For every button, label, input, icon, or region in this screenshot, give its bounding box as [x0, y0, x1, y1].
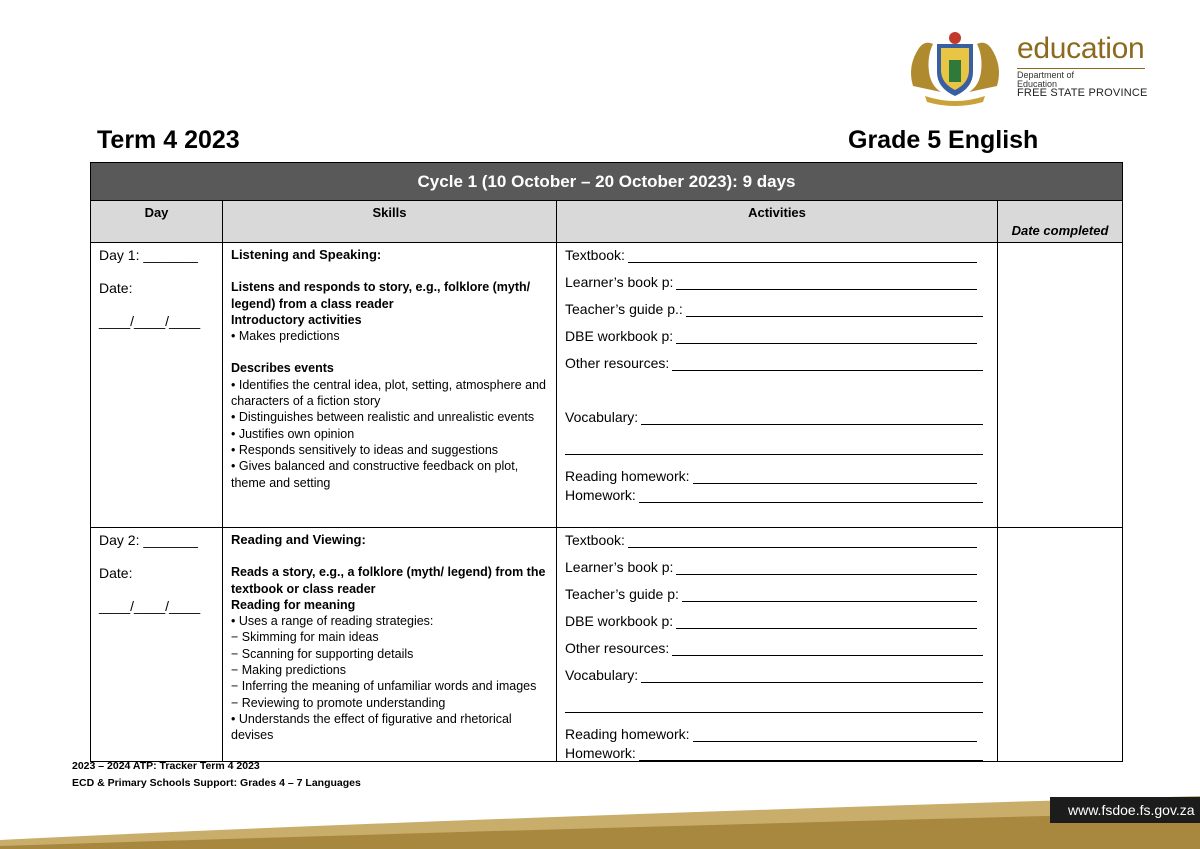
website-link[interactable]: www.fsdoe.fs.gov.za	[1050, 797, 1200, 823]
column-header-day: Day	[91, 201, 223, 243]
list-item: − Inferring the meaning of unfamiliar words and images	[231, 679, 537, 694]
column-header-date-completed: Date completed	[998, 201, 1123, 243]
coat-of-arms-icon	[905, 26, 1005, 106]
list-item: • Gives balanced and constructive feedback on plot, theme and setting	[231, 459, 519, 490]
day-label[interactable]: Day 1: _______	[99, 247, 198, 263]
list-item: − Reviewing to promote understanding	[231, 695, 446, 710]
footer-line-2: ECD & Primary Schools Support: Grades 4 – 7 Languages	[72, 777, 361, 789]
vocabulary-extra-field[interactable]	[565, 441, 983, 455]
skills-cell	[223, 243, 557, 528]
logo-brand-text: education	[1017, 32, 1145, 65]
logo-divider	[1017, 68, 1145, 69]
teachers-guide-label: Teacher’s guide p:	[565, 586, 679, 602]
column-header-skills: Skills	[223, 201, 557, 243]
footer-line-1: 2023 – 2024 ATP: Tracker Term 4 2023	[72, 760, 260, 772]
list-item: − Making predictions	[231, 663, 346, 678]
vocabulary-field[interactable]	[641, 411, 983, 425]
textbook-label: Textbook:	[565, 532, 625, 548]
other-resources-label: Other resources:	[565, 355, 670, 371]
vocabulary-label: Vocabulary:	[565, 409, 639, 425]
column-header-activities: Activities	[557, 201, 998, 243]
learners-book-label: Learner’s book p:	[565, 559, 674, 575]
textbook-field[interactable]	[628, 534, 977, 548]
skill-title: Reading and Viewing:	[231, 532, 366, 547]
activities-cell	[557, 528, 998, 762]
textbook-field[interactable]	[628, 249, 977, 263]
homework-label: Homework:	[565, 487, 636, 503]
reading-homework-field[interactable]	[693, 470, 977, 484]
dbe-workbook-field[interactable]	[676, 615, 977, 629]
table-row	[91, 243, 1123, 528]
date-label: Date:	[99, 565, 133, 581]
learners-book-field[interactable]	[676, 561, 977, 575]
date-completed-cell[interactable]	[998, 528, 1123, 762]
vocabulary-extra-field[interactable]	[565, 699, 983, 713]
reading-homework-label: Reading homework:	[565, 468, 690, 484]
homework-label: Homework:	[565, 745, 636, 761]
cycle-title: Cycle 1 (10 October – 20 October 2023): 9 days	[91, 163, 1123, 201]
learners-book-field[interactable]	[676, 276, 977, 290]
activities-cell	[557, 243, 998, 528]
textbook-label: Textbook:	[565, 247, 625, 263]
other-resources-label: Other resources:	[565, 640, 670, 656]
list-item: • Makes predictions	[231, 329, 340, 344]
list-item: • Distinguishes between realistic and unrealistic events	[231, 410, 535, 425]
list-item: − Skimming for main ideas	[231, 630, 379, 645]
tracker-table	[90, 162, 1123, 762]
date-blank[interactable]: ____/____/____	[99, 313, 201, 329]
skills-cell	[223, 528, 557, 762]
vocabulary-label: Vocabulary:	[565, 667, 639, 683]
dbe-workbook-field[interactable]	[676, 330, 977, 344]
list-item: • Understands the effect of figurative and rhetorical devises	[231, 711, 512, 743]
skill-subheading: Describes events	[231, 361, 334, 376]
list-item: − Scanning for supporting details	[231, 646, 414, 661]
vocabulary-field[interactable]	[641, 669, 983, 683]
learners-book-label: Learner’s book p:	[565, 274, 674, 290]
footer-wave-decoration	[0, 790, 1200, 849]
logo-department-text: Department of Education	[1017, 70, 1075, 89]
dbe-workbook-label: DBE workbook p:	[565, 328, 674, 344]
date-label: Date:	[99, 280, 133, 296]
logo-province-text: FREE STATE PROVINCE	[1017, 87, 1148, 99]
grade-heading: Grade 5 English	[848, 126, 1039, 154]
skill-subheading: Introductory activities	[231, 312, 362, 327]
reading-homework-label: Reading homework:	[565, 726, 690, 742]
skill-subheading: Reading for meaning	[231, 597, 356, 612]
skill-description: Listens and responds to story, e.g., folklore (myth/ legend) from a class reader	[231, 280, 531, 311]
homework-field[interactable]	[639, 489, 983, 503]
reading-homework-field[interactable]	[693, 728, 977, 742]
table-row	[91, 528, 1123, 762]
day-cell	[91, 243, 223, 528]
skill-description: Reads a story, e.g., a folklore (myth/ legend) from the textbook or class reader	[231, 565, 546, 596]
day-label[interactable]: Day 2: _______	[99, 532, 198, 548]
list-item: • Justifies own opinion	[231, 426, 355, 441]
term-heading: Term 4 2023	[97, 126, 240, 154]
list-item: • Uses a range of reading strategies:	[231, 614, 434, 629]
department-logo	[905, 26, 1155, 106]
day-cell	[91, 528, 223, 762]
date-completed-cell[interactable]	[998, 243, 1123, 528]
list-item: • Responds sensitively to ideas and suggestions	[231, 442, 499, 457]
list-item: • Identifies the central idea, plot, setting, atmosphere and characters of a fiction story	[231, 377, 546, 409]
dbe-workbook-label: DBE workbook p:	[565, 613, 674, 629]
teachers-guide-field[interactable]	[686, 303, 983, 317]
other-resources-field[interactable]	[672, 642, 983, 656]
skill-title: Listening and Speaking:	[231, 247, 382, 262]
teachers-guide-label: Teacher’s guide p.:	[565, 301, 683, 317]
other-resources-field[interactable]	[672, 357, 983, 371]
teachers-guide-field[interactable]	[682, 588, 977, 602]
homework-field[interactable]	[639, 747, 983, 761]
date-blank[interactable]: ____/____/____	[99, 598, 201, 614]
